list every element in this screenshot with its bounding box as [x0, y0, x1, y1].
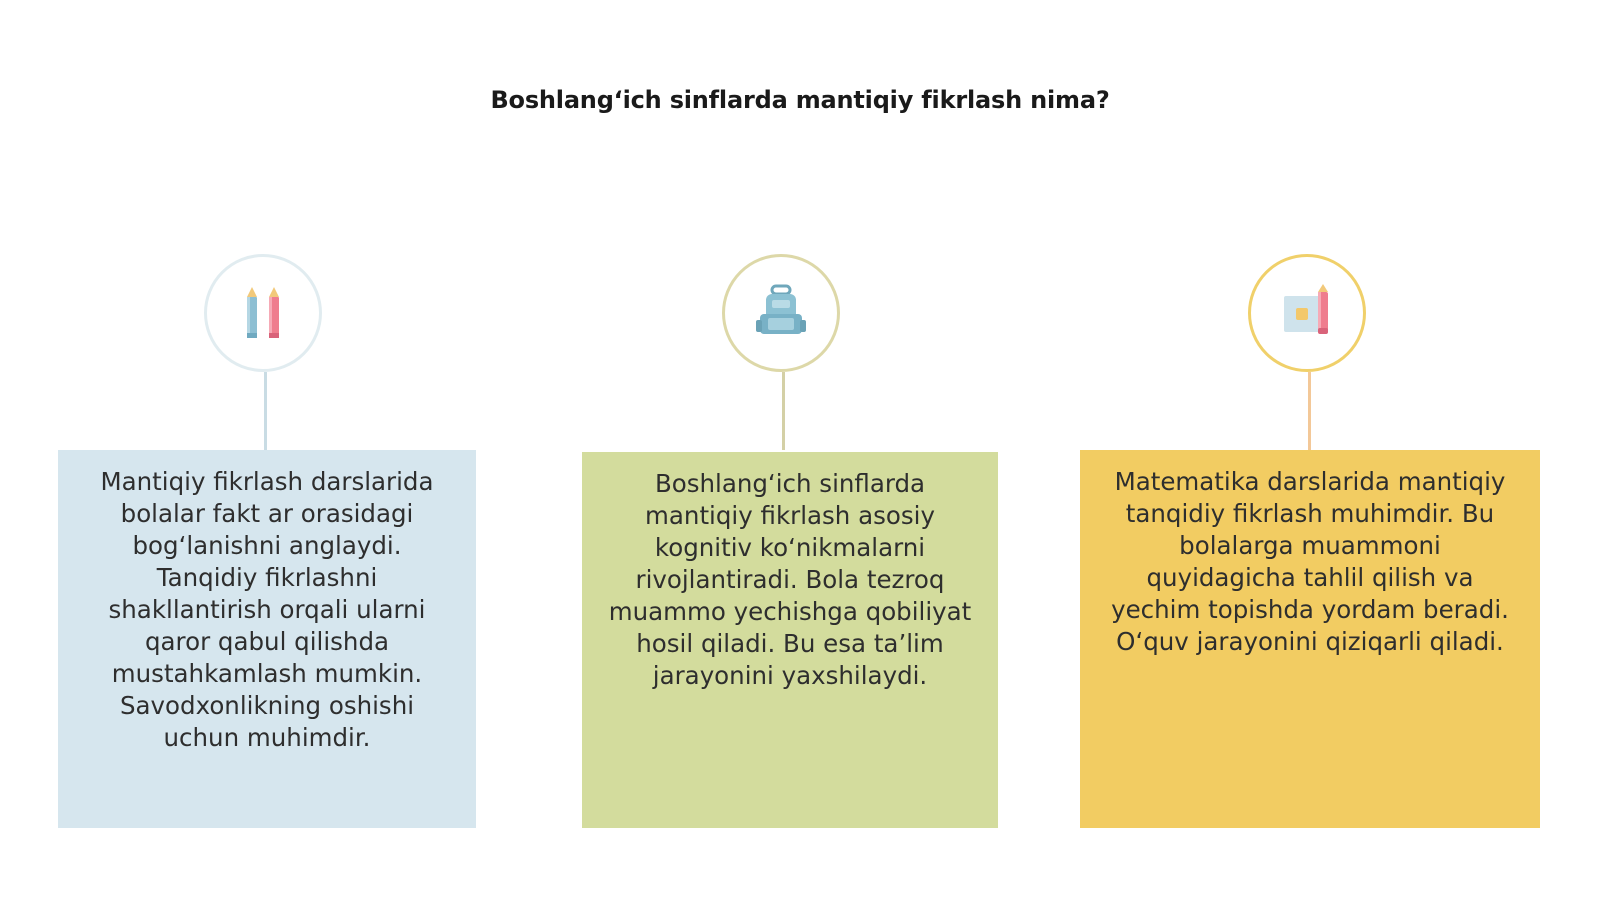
icon-circle-1	[204, 254, 322, 372]
card-1	[58, 450, 476, 828]
connector-line-2	[782, 372, 785, 450]
card-1-text: Mantiqiy fikrlash darslarida bolalar fakt ar orasidagi bog‘lanishni anglaydi. Tanqidiy fikrlashni shakllantirish orqali ularni qaror qabul qilishda mustahkamlash mumkin. Savodxonlikning oshishi uchun muhimdir.	[100, 467, 434, 752]
connector-line-1	[264, 372, 267, 450]
card-3-text: Matematika darslarida mantiqiy tanqidiy fikrlash muhimdir. Bu bolalarga muammoni quyidagicha tahlil qilish va yechim topishda yordam beradi. O‘quv jarayonini qiziqarli qiladi.	[1111, 467, 1509, 656]
card-3	[1080, 450, 1540, 828]
icon-circle-3	[1248, 254, 1366, 372]
backpack-icon	[750, 282, 812, 344]
connector-line-3	[1308, 372, 1311, 450]
icon-circle-2	[722, 254, 840, 372]
notebook-pencil-icon	[1276, 282, 1338, 344]
card-2-text: Boshlang‘ich sinflarda mantiqiy fikrlash asosiy kognitiv ko‘nikmalarni rivojlantiradi. Bola tezroq muammo yechishga qobiliyat hosil qiladi. Bu esa ta’lim jarayonini yaxshilaydi.	[608, 469, 972, 690]
pencils-icon	[233, 283, 293, 343]
slide-title: Boshlang‘ich sinflarda mantiqiy fikrlash nima?	[490, 86, 1110, 114]
card-2	[582, 452, 998, 828]
